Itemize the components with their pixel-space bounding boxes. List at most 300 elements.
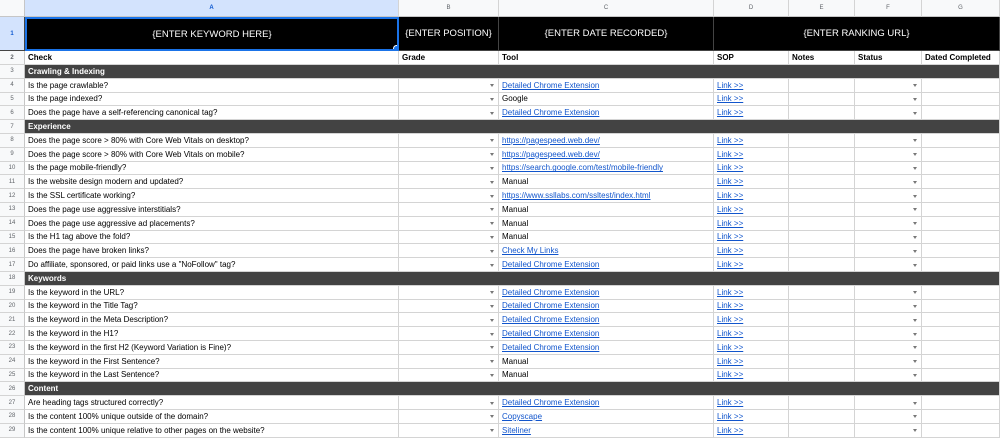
chevron-down-icon[interactable] (913, 84, 917, 87)
date-completed-cell[interactable] (922, 424, 1000, 438)
tool-link[interactable]: Detailed Chrome Extension (502, 301, 600, 311)
chevron-down-icon[interactable] (490, 98, 494, 101)
status-dropdown[interactable] (855, 189, 922, 203)
check-cell[interactable]: Is the H1 tag above the fold? (25, 231, 399, 245)
sop-cell[interactable] (714, 93, 789, 107)
chevron-down-icon[interactable] (490, 415, 494, 418)
row-number[interactable]: 27 (0, 396, 25, 410)
tool-cell[interactable] (499, 162, 714, 176)
column-header-g[interactable]: G (922, 0, 1000, 17)
notes-cell[interactable] (789, 286, 855, 300)
date-completed-cell[interactable] (922, 189, 1000, 203)
notes-cell[interactable] (789, 258, 855, 272)
chevron-down-icon[interactable] (490, 264, 494, 267)
chevron-down-icon[interactable] (913, 208, 917, 211)
sop-link[interactable]: Link >> (717, 232, 744, 242)
row-number[interactable]: 24 (0, 355, 25, 369)
sop-cell[interactable] (714, 244, 789, 258)
tool-link[interactable]: Detailed Chrome Extension (502, 80, 600, 90)
chevron-down-icon[interactable] (490, 402, 494, 405)
sop-link[interactable]: Link >> (717, 177, 744, 187)
chevron-down-icon[interactable] (913, 346, 917, 349)
date-completed-cell[interactable] (922, 355, 1000, 369)
status-dropdown[interactable] (855, 258, 922, 272)
sop-link[interactable]: Link >> (717, 398, 744, 408)
date-completed-cell[interactable] (922, 175, 1000, 189)
status-dropdown[interactable] (855, 355, 922, 369)
tool-link[interactable]: Detailed Chrome Extension (502, 287, 600, 297)
tool-cell[interactable] (499, 424, 714, 438)
chevron-down-icon[interactable] (490, 346, 494, 349)
check-header[interactable]: Check (25, 51, 399, 65)
sop-cell[interactable] (714, 175, 789, 189)
tool-cell[interactable] (499, 410, 714, 424)
row-number[interactable]: 18 (0, 272, 25, 286)
section-title[interactable]: Experience (25, 120, 1000, 134)
grade-dropdown[interactable] (399, 79, 499, 93)
notes-cell[interactable] (789, 79, 855, 93)
check-cell[interactable]: Are heading tags structured correctly? (25, 396, 399, 410)
check-cell[interactable]: Is the keyword in the URL? (25, 286, 399, 300)
tool-link[interactable]: Siteliner (502, 425, 531, 435)
section-title[interactable]: Content (25, 382, 1000, 396)
sop-cell[interactable] (714, 203, 789, 217)
notes-cell[interactable] (789, 341, 855, 355)
check-cell[interactable]: Is the content 100% unique relative to other pages on the website? (25, 424, 399, 438)
sop-link[interactable]: Link >> (717, 218, 744, 228)
chevron-down-icon[interactable] (913, 153, 917, 156)
check-cell[interactable]: Does the page score > 80% with Core Web Vitals on mobile? (25, 148, 399, 162)
sop-link[interactable]: Link >> (717, 191, 744, 201)
row-number[interactable]: 6 (0, 106, 25, 120)
chevron-down-icon[interactable] (913, 195, 917, 198)
row-number[interactable]: 2 (0, 51, 25, 65)
grade-dropdown[interactable] (399, 175, 499, 189)
tool-link[interactable]: https://pagespeed.web.dev/ (502, 149, 600, 159)
row-number[interactable]: 11 (0, 175, 25, 189)
sop-cell[interactable] (714, 327, 789, 341)
chevron-down-icon[interactable] (913, 112, 917, 115)
check-cell[interactable]: Does the page use aggressive interstitials? (25, 203, 399, 217)
check-cell[interactable]: Is the keyword in the Last Sentence? (25, 369, 399, 383)
status-dropdown[interactable] (855, 217, 922, 231)
notes-header[interactable]: Notes (789, 51, 855, 65)
chevron-down-icon[interactable] (913, 360, 917, 363)
tool-link[interactable]: Detailed Chrome Extension (502, 398, 600, 408)
grade-header[interactable]: Grade (399, 51, 499, 65)
chevron-down-icon[interactable] (490, 374, 494, 377)
sop-link[interactable]: Link >> (717, 163, 744, 173)
ranking-url-cell[interactable]: {ENTER RANKING URL} (714, 17, 1000, 51)
chevron-down-icon[interactable] (490, 429, 494, 432)
sop-link[interactable]: Link >> (717, 370, 744, 380)
sop-link[interactable]: Link >> (717, 342, 744, 352)
chevron-down-icon[interactable] (913, 333, 917, 336)
date-completed-cell[interactable] (922, 134, 1000, 148)
row-number[interactable]: 25 (0, 369, 25, 383)
sop-cell[interactable] (714, 410, 789, 424)
grade-dropdown[interactable] (399, 313, 499, 327)
date-completed-cell[interactable] (922, 79, 1000, 93)
check-cell[interactable]: Is the keyword in the H1? (25, 327, 399, 341)
date-completed-cell[interactable] (922, 313, 1000, 327)
notes-cell[interactable] (789, 93, 855, 107)
grade-dropdown[interactable] (399, 396, 499, 410)
chevron-down-icon[interactable] (913, 319, 917, 322)
chevron-down-icon[interactable] (490, 181, 494, 184)
sop-link[interactable]: Link >> (717, 246, 744, 256)
grade-dropdown[interactable] (399, 369, 499, 383)
row-number[interactable]: 16 (0, 244, 25, 258)
row-number[interactable]: 29 (0, 424, 25, 438)
tool-link[interactable]: Detailed Chrome Extension (502, 342, 600, 352)
row-number[interactable]: 10 (0, 162, 25, 176)
row-number[interactable]: 5 (0, 93, 25, 107)
chevron-down-icon[interactable] (490, 222, 494, 225)
grade-dropdown[interactable] (399, 355, 499, 369)
status-dropdown[interactable] (855, 396, 922, 410)
status-dropdown[interactable] (855, 341, 922, 355)
chevron-down-icon[interactable] (490, 236, 494, 239)
date-completed-cell[interactable] (922, 327, 1000, 341)
status-dropdown[interactable] (855, 410, 922, 424)
status-dropdown[interactable] (855, 79, 922, 93)
notes-cell[interactable] (789, 148, 855, 162)
column-header-b[interactable]: B (399, 0, 499, 17)
keyword-cell[interactable]: {ENTER KEYWORD HERE} (25, 17, 399, 51)
sop-cell[interactable] (714, 162, 789, 176)
tool-cell[interactable] (499, 369, 714, 383)
tool-cell[interactable] (499, 79, 714, 93)
status-dropdown[interactable] (855, 203, 922, 217)
notes-cell[interactable] (789, 106, 855, 120)
section-title[interactable]: Keywords (25, 272, 1000, 286)
notes-cell[interactable] (789, 244, 855, 258)
notes-cell[interactable] (789, 355, 855, 369)
grade-dropdown[interactable] (399, 244, 499, 258)
sop-cell[interactable] (714, 369, 789, 383)
check-cell[interactable]: Does the page have a self-referencing canonical tag? (25, 106, 399, 120)
date-completed-cell[interactable] (922, 341, 1000, 355)
column-header-e[interactable]: E (789, 0, 855, 17)
grade-dropdown[interactable] (399, 410, 499, 424)
grade-dropdown[interactable] (399, 93, 499, 107)
chevron-down-icon[interactable] (490, 195, 494, 198)
notes-cell[interactable] (789, 410, 855, 424)
chevron-down-icon[interactable] (913, 305, 917, 308)
check-cell[interactable]: Is the keyword in the first H2 (Keyword Variation is Fine)? (25, 341, 399, 355)
chevron-down-icon[interactable] (913, 374, 917, 377)
check-cell[interactable]: Do affiliate, sponsored, or paid links use a "NoFollow" tag? (25, 258, 399, 272)
chevron-down-icon[interactable] (490, 84, 494, 87)
check-cell[interactable]: Is the content 100% unique outside of the domain? (25, 410, 399, 424)
date-completed-cell[interactable] (922, 286, 1000, 300)
notes-cell[interactable] (789, 175, 855, 189)
tool-cell[interactable] (499, 231, 714, 245)
chevron-down-icon[interactable] (913, 236, 917, 239)
status-dropdown[interactable] (855, 313, 922, 327)
grade-dropdown[interactable] (399, 217, 499, 231)
chevron-down-icon[interactable] (490, 112, 494, 115)
column-header-d[interactable]: D (714, 0, 789, 17)
notes-cell[interactable] (789, 203, 855, 217)
chevron-down-icon[interactable] (490, 139, 494, 142)
sop-cell[interactable] (714, 79, 789, 93)
tool-link[interactable]: https://search.google.com/test/mobile-friendly (502, 163, 663, 173)
row-number[interactable]: 20 (0, 300, 25, 314)
notes-cell[interactable] (789, 189, 855, 203)
check-cell[interactable]: Is the keyword in the Meta Description? (25, 313, 399, 327)
date-completed-cell[interactable] (922, 162, 1000, 176)
sop-link[interactable]: Link >> (717, 411, 744, 421)
tool-cell[interactable] (499, 106, 714, 120)
grade-dropdown[interactable] (399, 106, 499, 120)
row-number[interactable]: 7 (0, 120, 25, 134)
status-dropdown[interactable] (855, 369, 922, 383)
tool-cell[interactable] (499, 217, 714, 231)
chevron-down-icon[interactable] (913, 139, 917, 142)
date-completed-cell[interactable] (922, 217, 1000, 231)
row-number[interactable]: 21 (0, 313, 25, 327)
column-header-f[interactable]: F (855, 0, 922, 17)
select-all-corner[interactable] (0, 0, 25, 17)
section-row (0, 382, 1000, 396)
check-cell[interactable]: Does the page use aggressive ad placements? (25, 217, 399, 231)
chevron-down-icon[interactable] (490, 319, 494, 322)
grade-dropdown[interactable] (399, 148, 499, 162)
row-number[interactable]: 26 (0, 382, 25, 396)
chevron-down-icon[interactable] (913, 250, 917, 253)
notes-cell[interactable] (789, 217, 855, 231)
sop-cell[interactable] (714, 217, 789, 231)
chevron-down-icon[interactable] (913, 167, 917, 170)
chevron-down-icon[interactable] (913, 291, 917, 294)
sop-cell[interactable] (714, 396, 789, 410)
sop-link[interactable]: Link >> (717, 135, 744, 145)
sop-cell[interactable] (714, 148, 789, 162)
row-number[interactable]: 17 (0, 258, 25, 272)
sop-link[interactable]: Link >> (717, 329, 744, 339)
section-title[interactable]: Crawling & Indexing (25, 65, 1000, 79)
tool-cell[interactable] (499, 175, 714, 189)
tool-link[interactable]: Detailed Chrome Extension (502, 329, 600, 339)
row-number[interactable]: 9 (0, 148, 25, 162)
sop-link[interactable]: Link >> (717, 301, 744, 311)
position-cell[interactable]: {ENTER POSITION} (399, 17, 499, 51)
status-dropdown[interactable] (855, 148, 922, 162)
check-cell[interactable]: Is the keyword in the Title Tag? (25, 300, 399, 314)
chevron-down-icon[interactable] (913, 415, 917, 418)
date-recorded-cell[interactable]: {ENTER DATE RECORDED} (499, 17, 714, 51)
chevron-down-icon[interactable] (913, 222, 917, 225)
grade-dropdown[interactable] (399, 134, 499, 148)
chevron-down-icon[interactable] (490, 208, 494, 211)
tool-link[interactable]: Detailed Chrome Extension (502, 260, 600, 270)
row-number[interactable]: 14 (0, 217, 25, 231)
tool-cell[interactable] (499, 313, 714, 327)
check-cell[interactable]: Is the page mobile-friendly? (25, 162, 399, 176)
grade-dropdown[interactable] (399, 203, 499, 217)
check-cell[interactable]: Is the page indexed? (25, 93, 399, 107)
tool-cell[interactable] (499, 258, 714, 272)
tool-cell[interactable] (499, 286, 714, 300)
date-completed-cell[interactable] (922, 203, 1000, 217)
date-completed-cell[interactable] (922, 148, 1000, 162)
row-number[interactable]: 3 (0, 65, 25, 79)
row-number[interactable]: 1 (0, 17, 25, 51)
status-dropdown[interactable] (855, 162, 922, 176)
grade-dropdown[interactable] (399, 162, 499, 176)
chevron-down-icon[interactable] (490, 250, 494, 253)
chevron-down-icon[interactable] (490, 333, 494, 336)
sop-link[interactable]: Link >> (717, 287, 744, 297)
tool-cell[interactable] (499, 244, 714, 258)
tool-cell[interactable] (499, 134, 714, 148)
date-completed-cell[interactable] (922, 258, 1000, 272)
notes-cell[interactable] (789, 300, 855, 314)
check-cell[interactable]: Is the keyword in the First Sentence? (25, 355, 399, 369)
status-dropdown[interactable] (855, 244, 922, 258)
grade-dropdown[interactable] (399, 286, 499, 300)
sop-link[interactable]: Link >> (717, 260, 744, 270)
status-dropdown[interactable] (855, 300, 922, 314)
sop-cell[interactable] (714, 189, 789, 203)
sop-cell[interactable] (714, 341, 789, 355)
sop-cell[interactable] (714, 134, 789, 148)
chevron-down-icon[interactable] (490, 291, 494, 294)
sop-cell[interactable] (714, 286, 789, 300)
notes-cell[interactable] (789, 134, 855, 148)
sop-link[interactable]: Link >> (717, 204, 744, 214)
sop-link[interactable]: Link >> (717, 149, 744, 159)
tool-cell[interactable] (499, 203, 714, 217)
notes-cell[interactable] (789, 313, 855, 327)
sop-link[interactable]: Link >> (717, 80, 744, 90)
chevron-down-icon[interactable] (913, 98, 917, 101)
date-completed-cell[interactable] (922, 93, 1000, 107)
row-number[interactable]: 15 (0, 231, 25, 245)
chevron-down-icon[interactable] (913, 402, 917, 405)
date-completed-cell[interactable] (922, 300, 1000, 314)
tool-link[interactable]: https://pagespeed.web.dev/ (502, 135, 600, 145)
notes-cell[interactable] (789, 369, 855, 383)
grade-dropdown[interactable] (399, 341, 499, 355)
column-header-a[interactable]: A (25, 0, 399, 17)
grade-dropdown[interactable] (399, 327, 499, 341)
check-cell[interactable]: Is the website design modern and updated? (25, 175, 399, 189)
chevron-down-icon[interactable] (913, 429, 917, 432)
status-dropdown[interactable] (855, 286, 922, 300)
tool-cell[interactable] (499, 396, 714, 410)
tool-link[interactable]: Detailed Chrome Extension (502, 108, 600, 118)
status-dropdown[interactable] (855, 175, 922, 189)
notes-cell[interactable] (789, 231, 855, 245)
tool-link[interactable]: Detailed Chrome Extension (502, 315, 600, 325)
date-completed-cell[interactable] (922, 244, 1000, 258)
notes-cell[interactable] (789, 424, 855, 438)
tool-cell[interactable] (499, 189, 714, 203)
chevron-down-icon[interactable] (490, 305, 494, 308)
row-number[interactable]: 22 (0, 327, 25, 341)
status-dropdown[interactable] (855, 93, 922, 107)
sop-cell[interactable] (714, 300, 789, 314)
notes-cell[interactable] (789, 327, 855, 341)
sop-link[interactable]: Link >> (717, 94, 744, 104)
tool-cell[interactable] (499, 300, 714, 314)
sop-cell[interactable] (714, 355, 789, 369)
sop-cell[interactable] (714, 231, 789, 245)
check-cell[interactable]: Is the page crawlable? (25, 79, 399, 93)
tool-cell[interactable] (499, 327, 714, 341)
chevron-down-icon[interactable] (490, 360, 494, 363)
chevron-down-icon[interactable] (913, 181, 917, 184)
row-number[interactable]: 23 (0, 341, 25, 355)
date-completed-cell[interactable] (922, 396, 1000, 410)
notes-cell[interactable] (789, 396, 855, 410)
date-completed-cell[interactable] (922, 369, 1000, 383)
chevron-down-icon[interactable] (913, 264, 917, 267)
tool-header[interactable]: Tool (499, 51, 714, 65)
row-number[interactable]: 8 (0, 134, 25, 148)
chevron-down-icon[interactable] (490, 167, 494, 170)
sop-cell[interactable] (714, 106, 789, 120)
row-number[interactable]: 4 (0, 79, 25, 93)
grade-dropdown[interactable] (399, 231, 499, 245)
grade-dropdown[interactable] (399, 300, 499, 314)
status-dropdown[interactable] (855, 134, 922, 148)
row-number[interactable]: 13 (0, 203, 25, 217)
tool-cell[interactable] (499, 93, 714, 107)
grade-dropdown[interactable] (399, 424, 499, 438)
check-cell[interactable]: Does the page have broken links? (25, 244, 399, 258)
tool-link[interactable]: Check My Links (502, 246, 559, 256)
check-cell[interactable]: Is the SSL certificate working? (25, 189, 399, 203)
check-cell[interactable]: Does the page score > 80% with Core Web Vitals on desktop? (25, 134, 399, 148)
status-dropdown[interactable] (855, 327, 922, 341)
column-header-bar (0, 0, 1000, 17)
chevron-down-icon[interactable] (490, 153, 494, 156)
grade-dropdown[interactable] (399, 189, 499, 203)
sop-link[interactable]: Link >> (717, 315, 744, 325)
tool-cell[interactable] (499, 341, 714, 355)
sop-cell[interactable] (714, 313, 789, 327)
status-dropdown[interactable] (855, 106, 922, 120)
date-completed-header[interactable]: Dated Completed (922, 51, 1000, 65)
status-dropdown[interactable] (855, 424, 922, 438)
date-completed-cell[interactable] (922, 231, 1000, 245)
sop-header[interactable]: SOP (714, 51, 789, 65)
sop-link[interactable]: Link >> (717, 356, 744, 366)
date-completed-cell[interactable] (922, 106, 1000, 120)
sop-link[interactable]: Link >> (717, 108, 744, 118)
sop-cell[interactable] (714, 258, 789, 272)
tool-link[interactable]: https://www.ssllabs.com/ssltest/index.html (502, 191, 651, 201)
row-number[interactable]: 28 (0, 410, 25, 424)
sop-link[interactable]: Link >> (717, 425, 744, 435)
row-number[interactable]: 12 (0, 189, 25, 203)
sop-cell[interactable] (714, 424, 789, 438)
status-dropdown[interactable] (855, 231, 922, 245)
row-number[interactable]: 19 (0, 286, 25, 300)
status-header[interactable]: Status (855, 51, 922, 65)
tool-link[interactable]: Copyscape (502, 411, 543, 421)
tool-cell[interactable] (499, 355, 714, 369)
grade-dropdown[interactable] (399, 258, 499, 272)
column-header-c[interactable]: C (499, 0, 714, 17)
tool-cell[interactable] (499, 148, 714, 162)
notes-cell[interactable] (789, 162, 855, 176)
date-completed-cell[interactable] (922, 410, 1000, 424)
